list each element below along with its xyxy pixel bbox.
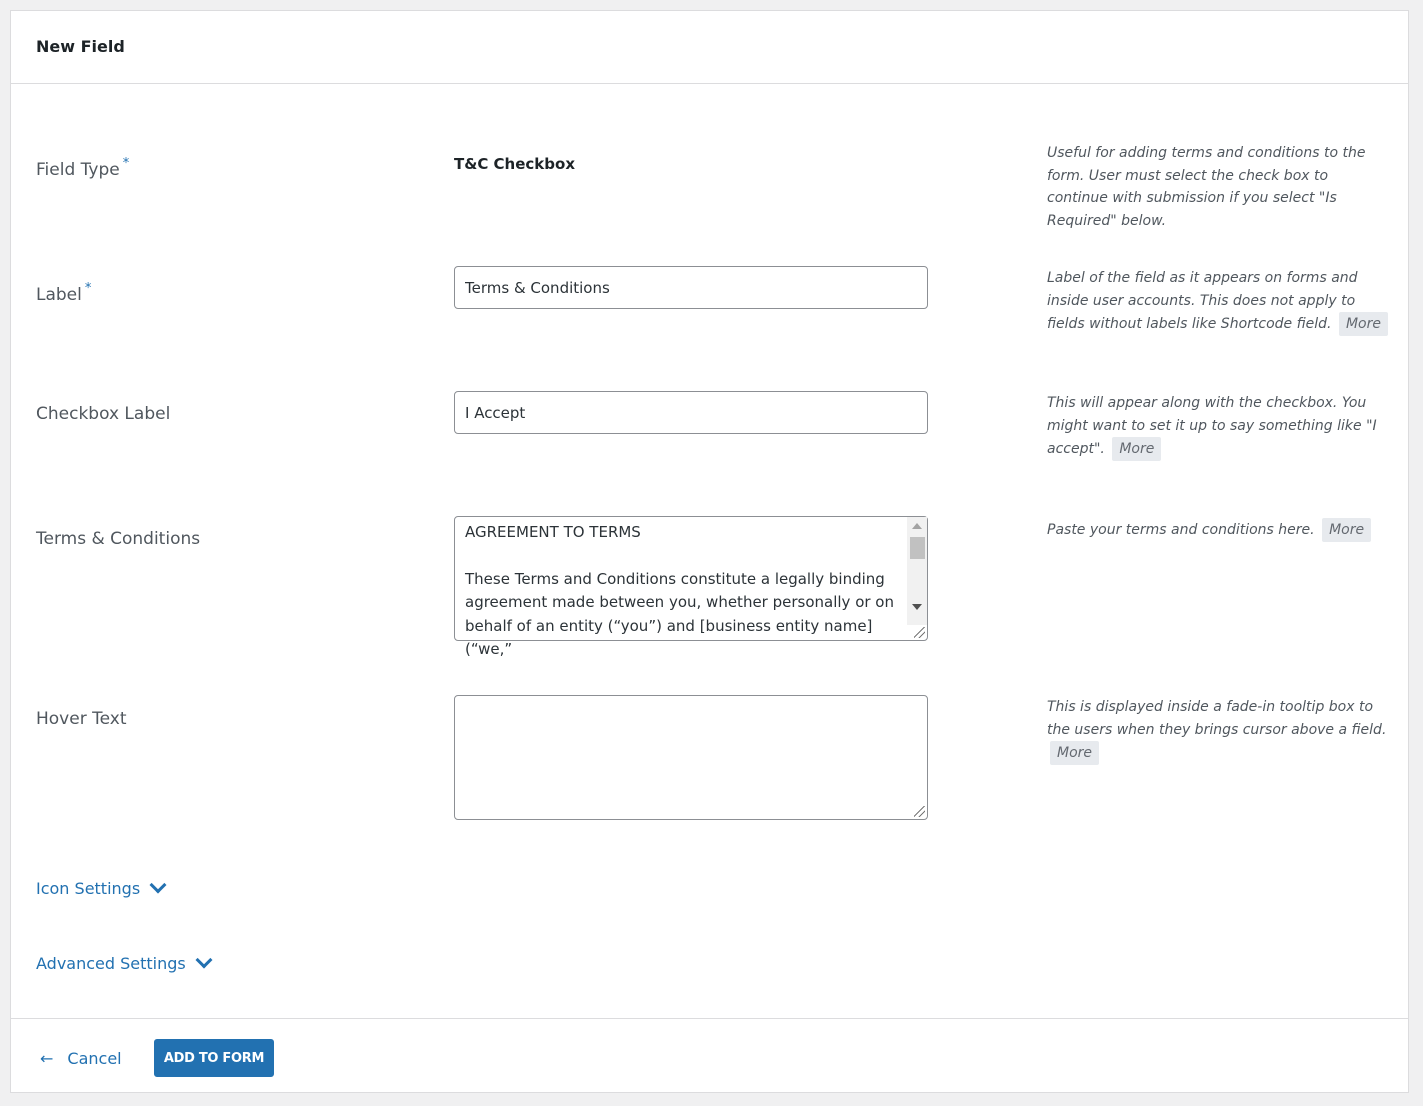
chevron-down-icon bbox=[150, 876, 167, 893]
required-asterisk: * bbox=[84, 281, 92, 296]
arrow-left-icon: ← bbox=[40, 1049, 54, 1068]
chevron-down-icon bbox=[195, 951, 212, 968]
add-to-form-button[interactable]: ADD TO FORM bbox=[154, 1039, 274, 1077]
resize-handle-icon[interactable] bbox=[914, 806, 925, 817]
terms-label-text: Terms & Conditions bbox=[36, 529, 201, 549]
scroll-up-arrow-icon[interactable] bbox=[912, 523, 922, 529]
terms-help-text: Paste your terms and conditions here. bbox=[1047, 522, 1315, 538]
panel-header bbox=[11, 11, 1408, 84]
cancel-label: Cancel bbox=[67, 1049, 122, 1068]
hover-text-help-text: This is displayed inside a fade-in tooltip box to the users when they brings cursor above a field. bbox=[1047, 699, 1387, 738]
field-type-value: T&C Checkbox bbox=[454, 155, 575, 173]
label-input[interactable] bbox=[454, 266, 928, 309]
advanced-settings-label: Advanced Settings bbox=[36, 954, 186, 973]
label-help bbox=[1047, 267, 1392, 336]
field-type-label-text: Field Type bbox=[36, 160, 120, 180]
new-field-panel bbox=[10, 10, 1409, 1093]
field-type-label bbox=[36, 156, 130, 180]
required-asterisk: * bbox=[122, 156, 130, 171]
terms-textarea-content bbox=[465, 521, 903, 662]
scroll-down-arrow-icon[interactable] bbox=[912, 604, 922, 610]
hover-text-more-button[interactable]: More bbox=[1050, 741, 1099, 765]
terms-body: These Terms and Conditions constitute a legally binding agreement made between you, whether personally or on behalf of an entity (“you”) and [business entity name] (“we,” bbox=[465, 569, 894, 658]
panel-footer bbox=[11, 1018, 1408, 1093]
checkbox-label-more-button[interactable]: More bbox=[1112, 437, 1161, 461]
hover-text-label bbox=[36, 709, 126, 729]
terms-help bbox=[1047, 518, 1392, 542]
terms-label bbox=[36, 529, 200, 549]
terms-textarea[interactable] bbox=[454, 516, 928, 658]
advanced-settings-toggle[interactable] bbox=[36, 954, 210, 973]
hover-text-help bbox=[1047, 696, 1392, 765]
field-type-help-text: Useful for adding terms and conditions to the form. User must select the check box to continue with submission if you select "Is Required" below. bbox=[1047, 145, 1366, 229]
resize-handle-icon[interactable] bbox=[914, 627, 925, 638]
hover-text-label-text: Hover Text bbox=[36, 709, 127, 729]
icon-settings-label: Icon Settings bbox=[36, 879, 141, 898]
label-help-text: Label of the field as it appears on forms and inside user accounts. This does not apply to fields without labels like Shortcode field. bbox=[1047, 270, 1358, 332]
checkbox-label-help bbox=[1047, 392, 1392, 461]
scroll-thumb[interactable] bbox=[910, 537, 925, 559]
checkbox-label-input[interactable] bbox=[454, 391, 928, 434]
checkbox-label-label-text: Checkbox Label bbox=[36, 404, 171, 424]
icon-settings-toggle[interactable] bbox=[36, 879, 164, 898]
field-type-help bbox=[1047, 142, 1392, 232]
terms-more-button[interactable]: More bbox=[1322, 518, 1371, 542]
terms-scrollbar[interactable] bbox=[907, 517, 927, 625]
hover-text-textarea[interactable] bbox=[454, 695, 928, 820]
page-title: New Field bbox=[36, 37, 125, 56]
label-label bbox=[36, 281, 92, 305]
label-more-button[interactable]: More bbox=[1339, 312, 1388, 336]
terms-heading: AGREEMENT TO TERMS bbox=[465, 523, 641, 541]
label-label-text: Label bbox=[36, 285, 82, 305]
checkbox-label-label bbox=[36, 404, 170, 424]
checkbox-label-help-text: This will appear along with the checkbox. You might want to set it up to say something like "I accept". bbox=[1047, 395, 1377, 457]
cancel-link[interactable] bbox=[40, 1049, 122, 1068]
